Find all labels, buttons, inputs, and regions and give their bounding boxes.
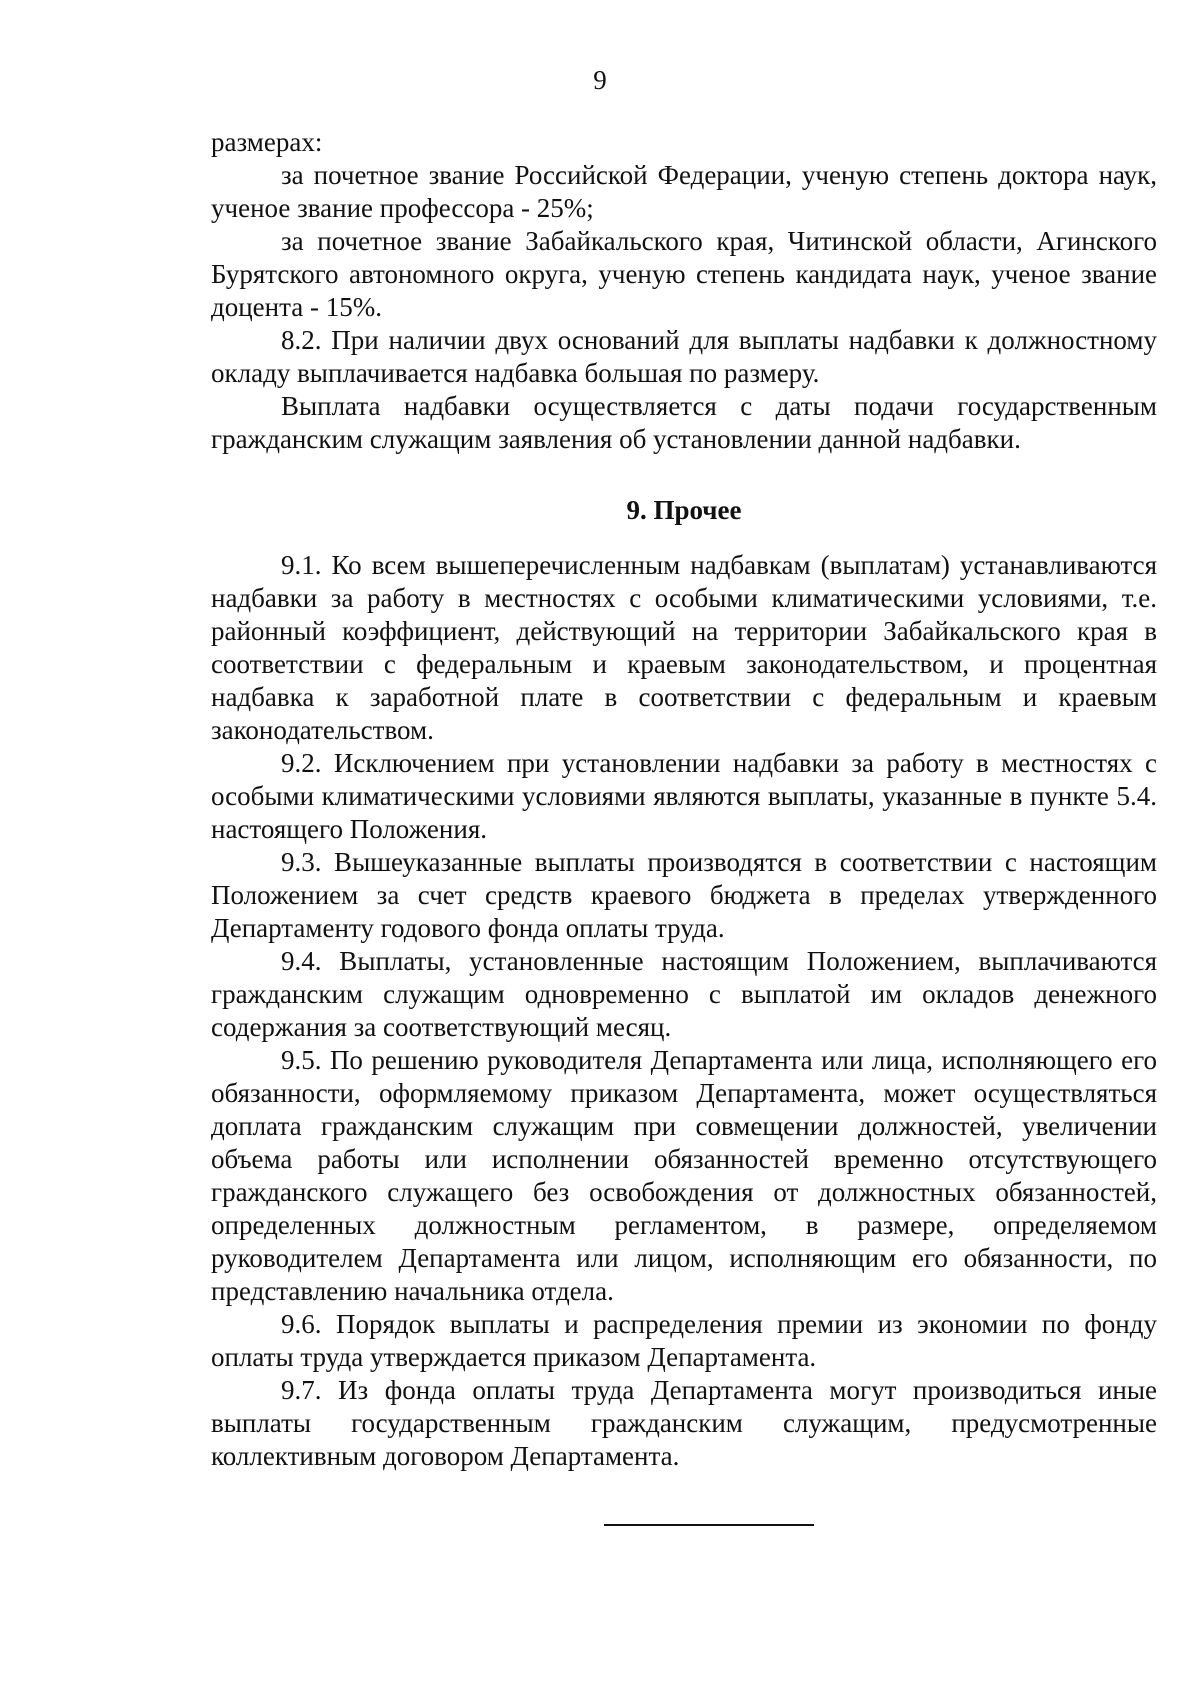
paragraph-8-payment-date: Выплата надбавки осуществляется с даты подачи государственным гражданским служащим заявления об установлении данной надбавки. xyxy=(211,391,1157,454)
section-9-title: 9. Прочее xyxy=(626,495,742,525)
document-body xyxy=(211,126,1157,1473)
paragraph-9-6: 9.6. Порядок выплаты и распределения премии из экономии по фонду оплаты труда утверждается приказом Департамента. xyxy=(211,1309,1157,1372)
paragraph-8-continued: размерах: xyxy=(211,127,323,157)
paragraph-8-2: 8.2. При наличии двух оснований для выплаты надбавки к должностному окладу выплачивается надбавка большая по размеру. xyxy=(211,325,1157,388)
paragraph-9-4: 9.4. Выплаты, установленные настоящим Положением, выплачиваются гражданским служащим одновременно с выплатой им окладов денежного содержания за соответствующий месяц. xyxy=(211,946,1157,1042)
paragraph-9-5: 9.5. По решению руководителя Департамента или лица, исполняющего его обязанности, оформляемому приказом Департамента, может осуществляться доплата гражданским служащим при совмещении должностей, увеличении объема работы или исполнении обязанностей временно отсутствующего гражданского служащего без освобождения от должностных обязанностей, определенных должностным регламентом, в размере, определяемом руководителем Департамента или лицом, исполняющим его обязанности, по представлению начальника отдела. xyxy=(211,1045,1157,1306)
page-number: 9 xyxy=(593,65,607,95)
paragraph-8-honorary-region: за почетное звание Забайкальского края, Читинской области, Агинского Бурятского автономного округа, ученую степень кандидата наук, ученое звание доцента - 15%. xyxy=(211,226,1157,322)
end-divider-line xyxy=(604,1524,814,1526)
paragraph-9-7: 9.7. Из фонда оплаты труда Департамента могут производиться иные выплаты государственным гражданским служащим, предусмотренные коллективным договором Департамента. xyxy=(211,1375,1157,1471)
paragraph-9-1: 9.1. Ко всем вышеперечисленным надбавкам (выплатам) устанавливаются надбавки за работу в местностях с особыми климатическими условиями, т.е. районный коэффициент, действующий на территории Забайкальского края в соответствии с федеральным и краевым законодательством, и процентная надбавка к заработной плате в соответствии с федеральным и краевым законодательством. xyxy=(211,550,1157,745)
paragraph-9-3: 9.3. Вышеуказанные выплаты производятся в соответствии с настоящим Положением за счет средств краевого бюджета в пределах утвержденного Департаменту годового фонда оплаты труда. xyxy=(211,847,1157,943)
paragraph-8-honorary-rf: за почетное звание Российской Федерации, ученую степень доктора наук, ученое звание профессора - 25%; xyxy=(211,160,1157,223)
paragraph-9-2: 9.2. Исключением при установлении надбавки за работу в местностях с особыми климатическими условиями являются выплаты, указанные в пункте 5.4. настоящего Положения. xyxy=(211,748,1157,844)
